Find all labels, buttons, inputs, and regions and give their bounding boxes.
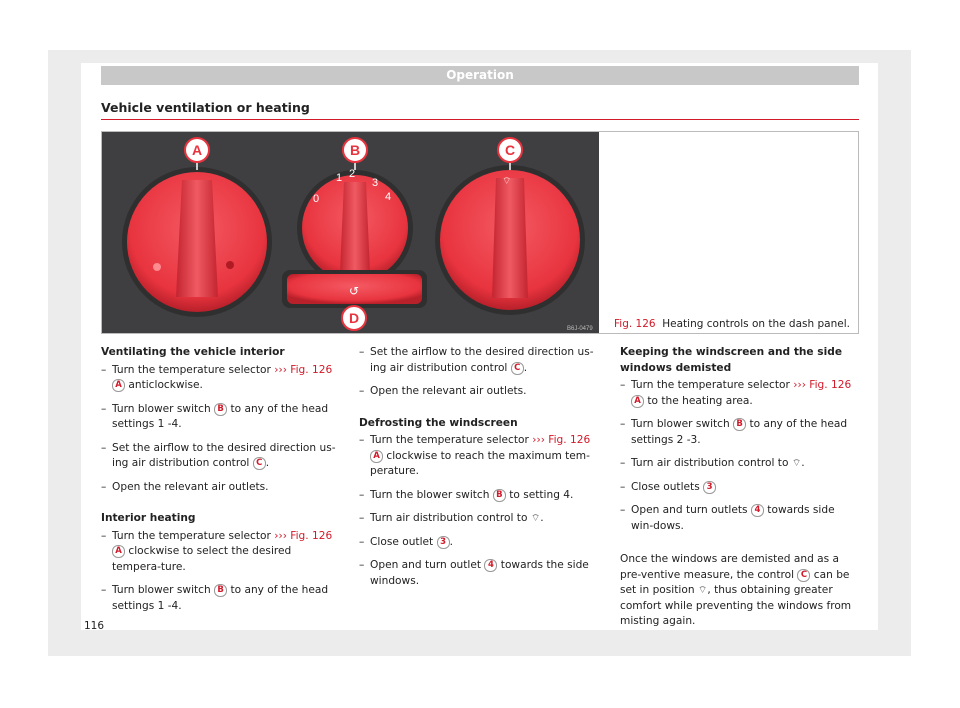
list-item [359, 535, 595, 551]
bullet-dash: – [101, 402, 107, 415]
column-3 [620, 345, 856, 630]
demist-paragraph [620, 552, 856, 630]
controls-svg [102, 132, 599, 333]
figure-reference-link[interactable]: ››› Fig. 126 [532, 434, 591, 446]
heading-ventilating: Ventilating the vehicle interior [101, 346, 285, 358]
list-item [101, 363, 337, 394]
figure-reference-link[interactable]: ››› Fig. 126 [274, 529, 333, 542]
callout-badge: 3 [437, 536, 450, 549]
bullet-dash: – [101, 584, 107, 596]
figure-caption [614, 318, 850, 330]
temperature-dial-A [122, 167, 272, 317]
heating-controls-illustration [102, 132, 599, 333]
heading-interior-heating: Interior heating [101, 512, 196, 524]
bullet-dash: – [359, 512, 365, 524]
list-item [620, 417, 856, 448]
figure-reference-link[interactable]: ››› Fig. 126 [793, 379, 852, 391]
item-text: Turn air distribution control to [370, 512, 531, 524]
item-text-end: to the heating area. [644, 394, 753, 407]
item-text: Turn blower switch [112, 584, 215, 596]
bullet-dash: – [359, 346, 365, 358]
list-item [359, 558, 595, 589]
bullet-dash: – [620, 457, 626, 469]
item-text-end: . [540, 512, 544, 524]
item-text: Open and turn outlets [631, 504, 751, 516]
item-text-end: to any of the head settings 2 -3. [631, 418, 848, 446]
callout-badge: B [214, 584, 227, 597]
image-code: B6J-0479 [567, 326, 593, 332]
bullet-dash: – [620, 480, 626, 493]
list-item [359, 384, 595, 400]
item-text-end: clockwise to select the desired tempera-ture. [112, 545, 292, 573]
item-text: Open and turn outlet [370, 559, 485, 571]
item-text-end: . [265, 457, 270, 469]
para-text-c: , thus obtaining greater comfort while preventing the windows from misting again. [620, 584, 852, 627]
callout-badge: 3 [703, 481, 716, 494]
running-header: Operation [101, 66, 859, 85]
item-text-end: anticlockwise. [125, 379, 203, 391]
distribution-dial-C [435, 165, 585, 315]
column-2 [359, 345, 595, 597]
bullet-dash: – [359, 559, 365, 571]
item-text: Turn the blower switch [370, 488, 493, 501]
bullet-dash: – [101, 363, 107, 376]
defrost-icon: ⌔ [530, 513, 541, 524]
list-item [101, 583, 337, 614]
callout-badge: A [370, 450, 383, 463]
list-item [620, 456, 856, 472]
item-text: Set the airflow to the desired direction us-ing air distribution control [112, 441, 336, 469]
callout-D: D [348, 310, 360, 326]
item-text-end: to any of the head settings 1 -4. [112, 402, 329, 430]
list-item [101, 480, 337, 496]
list-item [359, 433, 595, 480]
bullet-dash: – [620, 418, 626, 430]
list-item [101, 441, 337, 472]
item-text: Turn air distribution control to [631, 457, 792, 469]
para-text-b: can be set in position [620, 568, 850, 596]
item-text: Turn blower switch [112, 402, 215, 415]
callout-badge: B [733, 418, 746, 431]
bullet-dash: – [101, 441, 107, 454]
defrost-icon: ⌔ [697, 585, 708, 596]
item-text-end: towards side win-dows. [631, 504, 835, 532]
callout-badge: 4 [484, 559, 497, 572]
item-text: Close outlet [370, 535, 437, 548]
bullet-dash: – [101, 480, 107, 493]
dial-label-3: 3 [372, 177, 379, 189]
dial-label-0: 0 [313, 193, 320, 205]
heading-demisted: Keeping the windscreen and the side windows demisted [620, 346, 842, 374]
callout-badge: B [214, 403, 227, 416]
item-text-end: . [523, 361, 528, 374]
item-text: Turn the temperature selector [112, 529, 275, 542]
callout-badge: A [631, 395, 644, 408]
item-text: Open the relevant air outlets. [370, 385, 527, 397]
item-text: Close outlets [631, 480, 704, 493]
callout-badge: B [493, 489, 506, 502]
bullet-dash: – [359, 385, 365, 397]
para-badge: C [797, 569, 810, 582]
figure-reference-link[interactable]: ››› Fig. 126 [274, 363, 333, 376]
item-text-end: . [801, 457, 805, 469]
callout-badge: A [112, 379, 125, 392]
item-text-end: . [449, 535, 453, 548]
item-text: Open the relevant air outlets. [112, 480, 269, 493]
list-item [101, 529, 337, 576]
item-text: Turn the temperature selector [631, 379, 794, 391]
list-item [620, 480, 856, 496]
heading-defrosting: Defrosting the windscreen [359, 416, 518, 429]
svg-text:⌔: ⌔ [502, 176, 512, 187]
item-text-end: to any of the head settings 1 -4. [112, 584, 329, 612]
callout-B: B [349, 142, 361, 158]
item-text: Turn the temperature selector [112, 363, 275, 376]
item-text-end: towards the side windows. [370, 559, 589, 587]
bullet-dash: – [101, 529, 107, 542]
item-text-end: clockwise to reach the maximum tem-perature. [370, 449, 590, 477]
dial-label-2: 2 [349, 168, 356, 180]
title-divider [101, 119, 859, 120]
dial-label-1: 1 [336, 172, 343, 184]
defrost-icon: ⌔ [791, 458, 802, 469]
list-item [620, 503, 856, 534]
callout-badge: C [253, 457, 266, 470]
caption-text: Heating controls on the dash panel. [662, 318, 850, 330]
list-item [101, 402, 337, 433]
recirculation-button-D [282, 270, 427, 308]
bullet-dash: – [359, 434, 365, 446]
bullet-dash: – [359, 535, 365, 548]
blower-dial-B [297, 168, 413, 286]
dial-label-4: 4 [385, 191, 392, 203]
list-item [359, 488, 595, 504]
column-1 [101, 345, 337, 622]
callout-badge: 4 [751, 504, 764, 517]
list-item [359, 511, 595, 527]
list-item [620, 378, 856, 409]
callout-badge: C [511, 362, 524, 375]
item-text: Turn blower switch [631, 418, 734, 430]
bullet-dash: – [620, 504, 626, 516]
para-text-a: Once the windows are demisted and as a pre-ventive measure, the control [620, 553, 840, 581]
item-text: Turn the temperature selector [370, 434, 533, 446]
bullet-dash: – [620, 379, 626, 391]
bullet-dash: – [359, 488, 365, 501]
page-number: 116 [84, 620, 105, 632]
section-title: Vehicle ventilation or heating [101, 100, 310, 115]
item-text-end: to setting 4. [505, 488, 574, 501]
callout-A: A [191, 142, 203, 158]
callout-C: C [504, 142, 516, 158]
list-item [359, 345, 595, 376]
svg-text:↺: ↺ [348, 284, 360, 298]
caption-fig-number: Fig. 126 [614, 318, 656, 330]
item-text: Set the airflow to the desired direction us-ing air distribution control [370, 346, 594, 374]
callout-badge: A [112, 545, 125, 558]
